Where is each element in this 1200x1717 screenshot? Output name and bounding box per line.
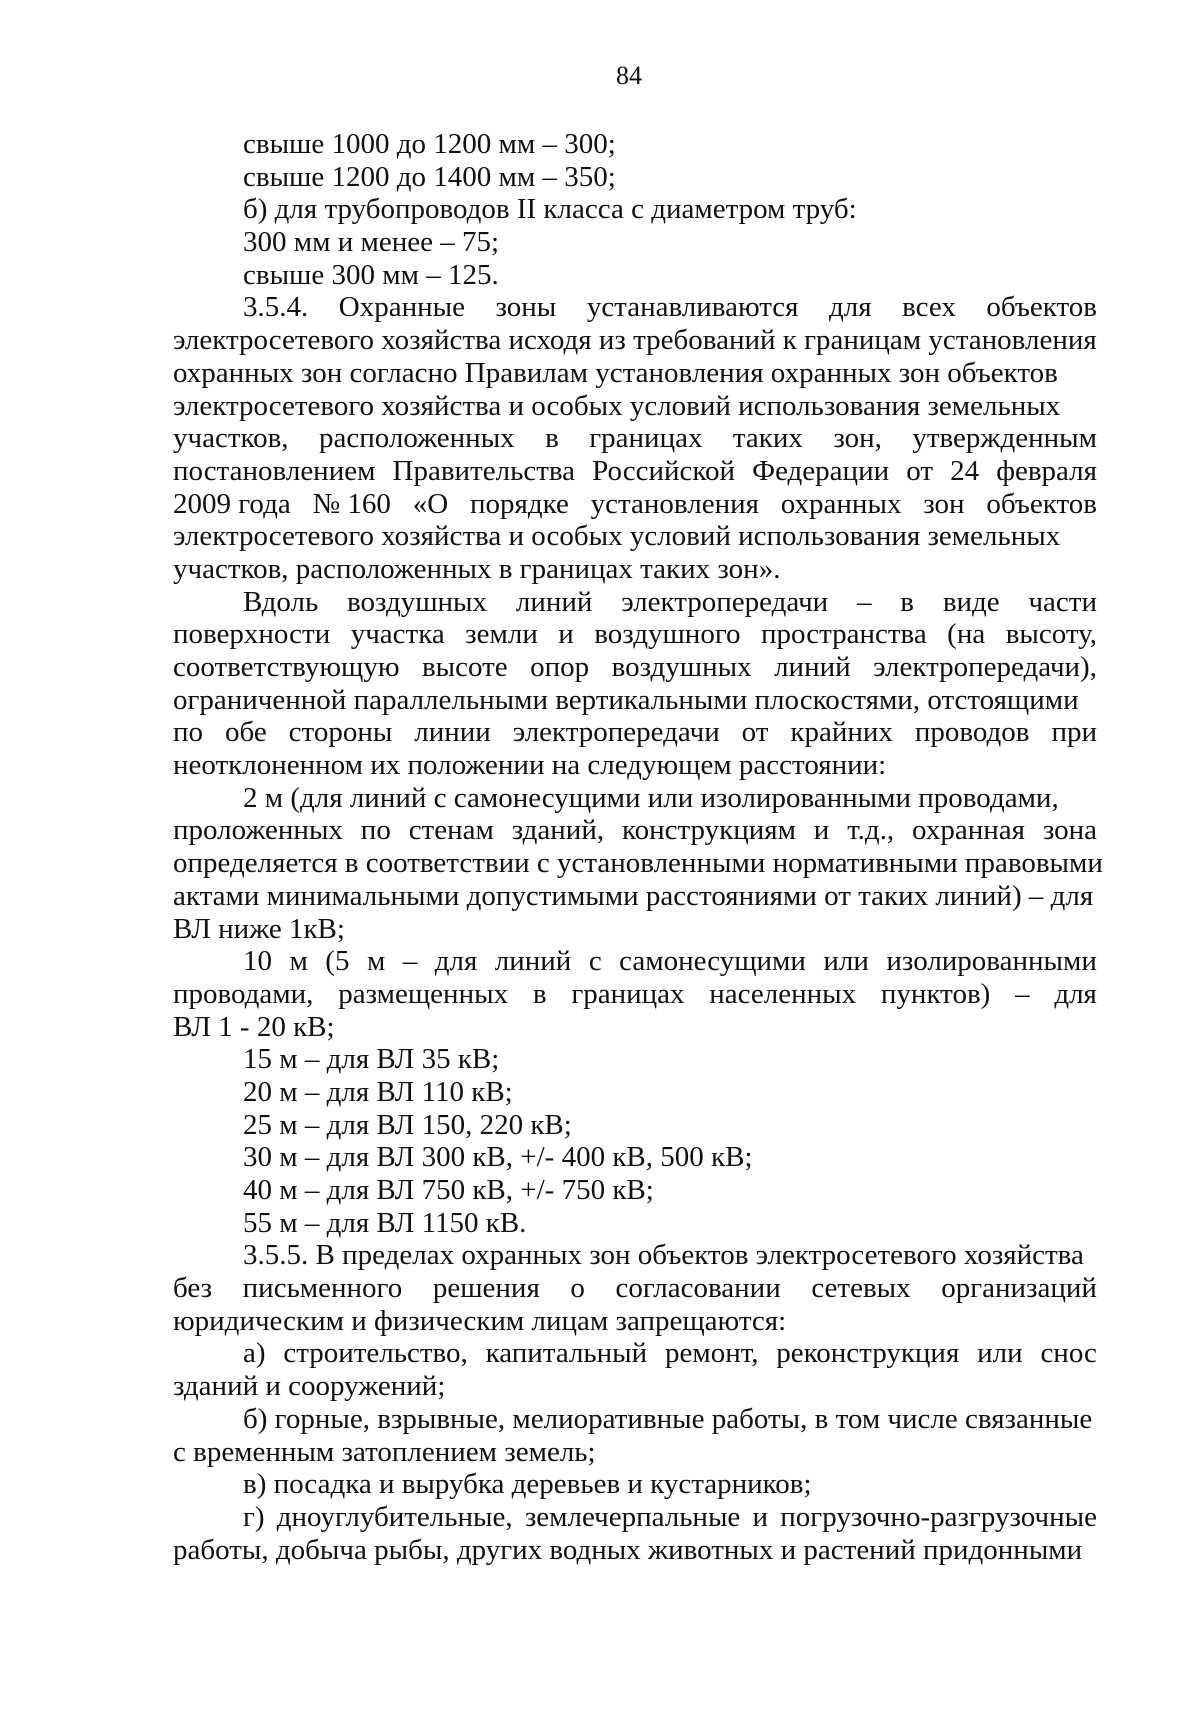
word: участков, bbox=[173, 422, 289, 455]
word: Российской bbox=[592, 454, 736, 487]
text-line: 3.5.5. В пределах охранных зон объектов электросетевого хозяйства bbox=[243, 1239, 1084, 1272]
document-body bbox=[173, 128, 1103, 1566]
word: воздушного bbox=[594, 618, 741, 651]
word: о bbox=[570, 1272, 585, 1305]
word: – bbox=[856, 585, 872, 618]
text-line: б) горные, взрывные, мелиоративные работы, в том числе связанные bbox=[243, 1402, 1093, 1435]
text-line: 300 мм и менее – 75; bbox=[243, 226, 500, 259]
word: капитальный bbox=[485, 1337, 648, 1370]
word: всех bbox=[902, 291, 956, 324]
word: строительство, bbox=[283, 1337, 468, 1370]
text-line bbox=[173, 945, 1097, 978]
text-line: неотклоненном их положении на следующем расстоянии: bbox=[173, 749, 887, 782]
word: дноуглубительные, bbox=[276, 1500, 513, 1533]
word: Вдоль bbox=[243, 585, 319, 618]
word: виде bbox=[942, 585, 1000, 618]
word: таких bbox=[732, 422, 803, 455]
text-line bbox=[173, 291, 1097, 324]
text-line: 40 м – для ВЛ 750 кВ, +/- 750 кВ; bbox=[243, 1174, 654, 1206]
word: объектов bbox=[986, 487, 1097, 520]
text-line: электросетевого хозяйства исходя из требований к границам установления bbox=[173, 324, 1097, 357]
word: пространства bbox=[760, 618, 927, 651]
word: (5 bbox=[325, 945, 350, 978]
word: а) bbox=[243, 1337, 266, 1370]
word: линий bbox=[774, 651, 851, 683]
word: для bbox=[1054, 977, 1097, 1010]
word: Охранные bbox=[338, 291, 465, 324]
text-line bbox=[173, 1501, 1097, 1534]
text-line: б) для трубопроводов II класса с диаметром труб: bbox=[243, 193, 857, 226]
text-line: актами минимальными допустимыми расстояниями от таких линий) – для bbox=[173, 879, 1094, 912]
text-line: свыше 1200 до 1400 мм – 350; bbox=[243, 160, 616, 193]
word: землечерпальные bbox=[524, 1500, 741, 1533]
text-line: свыше 300 мм – 125. bbox=[243, 258, 499, 291]
word: – bbox=[402, 945, 418, 978]
word: зоны bbox=[495, 291, 557, 324]
word: охранных bbox=[780, 487, 902, 520]
text-line bbox=[173, 618, 1097, 651]
word: крайних bbox=[790, 716, 893, 749]
text-line bbox=[173, 586, 1097, 619]
word: устанавливаются bbox=[586, 291, 799, 324]
word: при bbox=[1051, 716, 1097, 749]
word: соответствующую bbox=[173, 651, 400, 683]
word: снос bbox=[1040, 1337, 1097, 1370]
word: для bbox=[434, 945, 478, 978]
text-line: 55 м – для ВЛ 1150 кВ. bbox=[243, 1206, 527, 1239]
text-line bbox=[173, 455, 1097, 488]
word: воздушных bbox=[347, 585, 488, 618]
word: линии bbox=[414, 716, 491, 749]
word: объектов bbox=[986, 291, 1097, 324]
word: части bbox=[1028, 585, 1097, 618]
word: и bbox=[752, 1500, 769, 1533]
word: письменного bbox=[242, 1272, 403, 1305]
word: границах bbox=[571, 977, 685, 1010]
word: согласовании bbox=[615, 1272, 781, 1305]
word: порядке bbox=[469, 487, 569, 520]
word: постановлением bbox=[173, 454, 376, 487]
word: или bbox=[977, 1337, 1023, 1370]
text-line: электросетевого хозяйства и особых условий использования земельных bbox=[173, 520, 1061, 553]
word: г) bbox=[243, 1500, 265, 1533]
word: расположенных bbox=[319, 422, 515, 455]
word: участка bbox=[350, 618, 445, 651]
word: конструкциям bbox=[621, 814, 796, 847]
word: 2009 года bbox=[173, 487, 291, 520]
word: поверхности bbox=[173, 618, 331, 651]
word: и bbox=[558, 618, 574, 651]
word: с bbox=[588, 945, 602, 978]
text-line: работы, добыча рыбы, других водных животных и растений придонными bbox=[173, 1533, 1083, 1566]
word: в bbox=[532, 977, 547, 1010]
word: линий bbox=[494, 945, 572, 978]
word: утвержденным bbox=[912, 422, 1097, 455]
word: опор bbox=[530, 651, 590, 683]
word: по bbox=[173, 716, 204, 749]
text-line: в) посадка и вырубка деревьев и кустарников; bbox=[243, 1468, 812, 1501]
word: ремонт, bbox=[664, 1337, 759, 1370]
word: границах bbox=[589, 422, 703, 455]
text-line: 20 м – для ВЛ 110 кВ; bbox=[243, 1075, 513, 1108]
text-line bbox=[173, 978, 1097, 1011]
text-line: охранных зон согласно Правилам установления охранных зон объектов bbox=[173, 356, 1058, 389]
word: 24 bbox=[950, 454, 980, 487]
word: или bbox=[823, 945, 869, 978]
text-line bbox=[173, 422, 1097, 455]
word: электропередачи), bbox=[873, 651, 1097, 683]
word: от bbox=[741, 716, 769, 749]
word: электропередачи bbox=[621, 585, 829, 618]
word: установления bbox=[590, 487, 759, 520]
text-line bbox=[173, 716, 1097, 749]
text-line: 15 м – для ВЛ 35 кВ; bbox=[243, 1043, 500, 1076]
word: размещенных bbox=[338, 977, 509, 1010]
word: решения bbox=[432, 1272, 540, 1305]
text-line bbox=[173, 814, 1097, 847]
word: охранная bbox=[912, 814, 1025, 847]
text-line: с временным затоплением земель; bbox=[173, 1435, 596, 1468]
word: м bbox=[289, 945, 308, 978]
word: № 160 bbox=[312, 487, 391, 520]
word: «О bbox=[412, 487, 449, 520]
word: т.д., bbox=[847, 814, 895, 847]
text-line: определяется в соответствии с установленными нормативными правовыми bbox=[173, 847, 1103, 880]
text-line: зданий и сооружений; bbox=[173, 1370, 446, 1403]
word: населенных bbox=[709, 977, 857, 1010]
word: погрузочно-разгрузочные bbox=[780, 1500, 1097, 1533]
word: стенам bbox=[408, 814, 494, 847]
word: по bbox=[360, 814, 391, 847]
text-line bbox=[173, 488, 1097, 521]
word: изолированными bbox=[886, 945, 1097, 978]
word: зон, bbox=[833, 422, 882, 455]
word: м bbox=[366, 945, 386, 978]
text-line bbox=[173, 1272, 1097, 1305]
word: электропередачи bbox=[512, 716, 720, 749]
text-line bbox=[173, 1337, 1097, 1370]
word: проводами, bbox=[173, 977, 314, 1010]
word: 3.5.4. bbox=[243, 291, 309, 324]
word: пунктов) bbox=[880, 977, 991, 1010]
word: организаций bbox=[941, 1272, 1097, 1305]
word: 10 bbox=[243, 945, 272, 978]
word: Федерации bbox=[752, 454, 890, 487]
word: зданий, bbox=[511, 814, 605, 847]
text-line: 25 м – для ВЛ 150, 220 кВ; bbox=[243, 1108, 572, 1141]
word: высоту, bbox=[1005, 618, 1097, 651]
page-number: 84 bbox=[616, 61, 642, 90]
word: зона bbox=[1042, 814, 1097, 847]
text-line: юридическим и физическим лицам запрещаются: bbox=[173, 1304, 787, 1337]
word: проводов bbox=[914, 716, 1030, 749]
word: реконструкция bbox=[776, 1337, 960, 1370]
word: высоте bbox=[421, 651, 508, 683]
word: воздушных bbox=[611, 651, 752, 683]
text-line: свыше 1000 до 1200 мм – 300; bbox=[243, 128, 616, 160]
word: (на bbox=[947, 618, 986, 651]
word: проложенных bbox=[173, 814, 343, 847]
word: – bbox=[1015, 977, 1030, 1010]
text-line: электросетевого хозяйства и особых условий использования земельных bbox=[173, 389, 1061, 422]
word: линий bbox=[515, 585, 593, 618]
word: земли bbox=[465, 618, 538, 651]
text-line: ВЛ ниже 1кВ; bbox=[173, 912, 345, 945]
word: самонесущими bbox=[619, 945, 806, 978]
word: для bbox=[829, 291, 872, 324]
word: от bbox=[906, 454, 934, 487]
word: в bbox=[545, 422, 559, 455]
word: в bbox=[900, 585, 914, 618]
text-line: 2 м (для линий с самонесущими или изолированными проводами, bbox=[243, 781, 1059, 814]
word: Правительства bbox=[392, 454, 576, 487]
word: сетевых bbox=[811, 1272, 911, 1305]
text-line: ВЛ 1 - 20 кВ; bbox=[173, 1010, 335, 1043]
word: зон bbox=[923, 487, 965, 520]
word: и bbox=[813, 814, 830, 847]
text-line bbox=[173, 651, 1097, 684]
word: стороны bbox=[288, 716, 393, 749]
text-line: ограниченной параллельными вертикальными плоскостями, отстоящими bbox=[173, 683, 1079, 716]
text-line: участков, расположенных в границах таких зон». bbox=[173, 552, 781, 585]
text-line: 30 м – для ВЛ 300 кВ, +/- 400 кВ, 500 кВ; bbox=[243, 1141, 753, 1174]
word: февраля bbox=[996, 454, 1097, 487]
word: без bbox=[173, 1272, 213, 1305]
word: обе bbox=[224, 716, 267, 749]
